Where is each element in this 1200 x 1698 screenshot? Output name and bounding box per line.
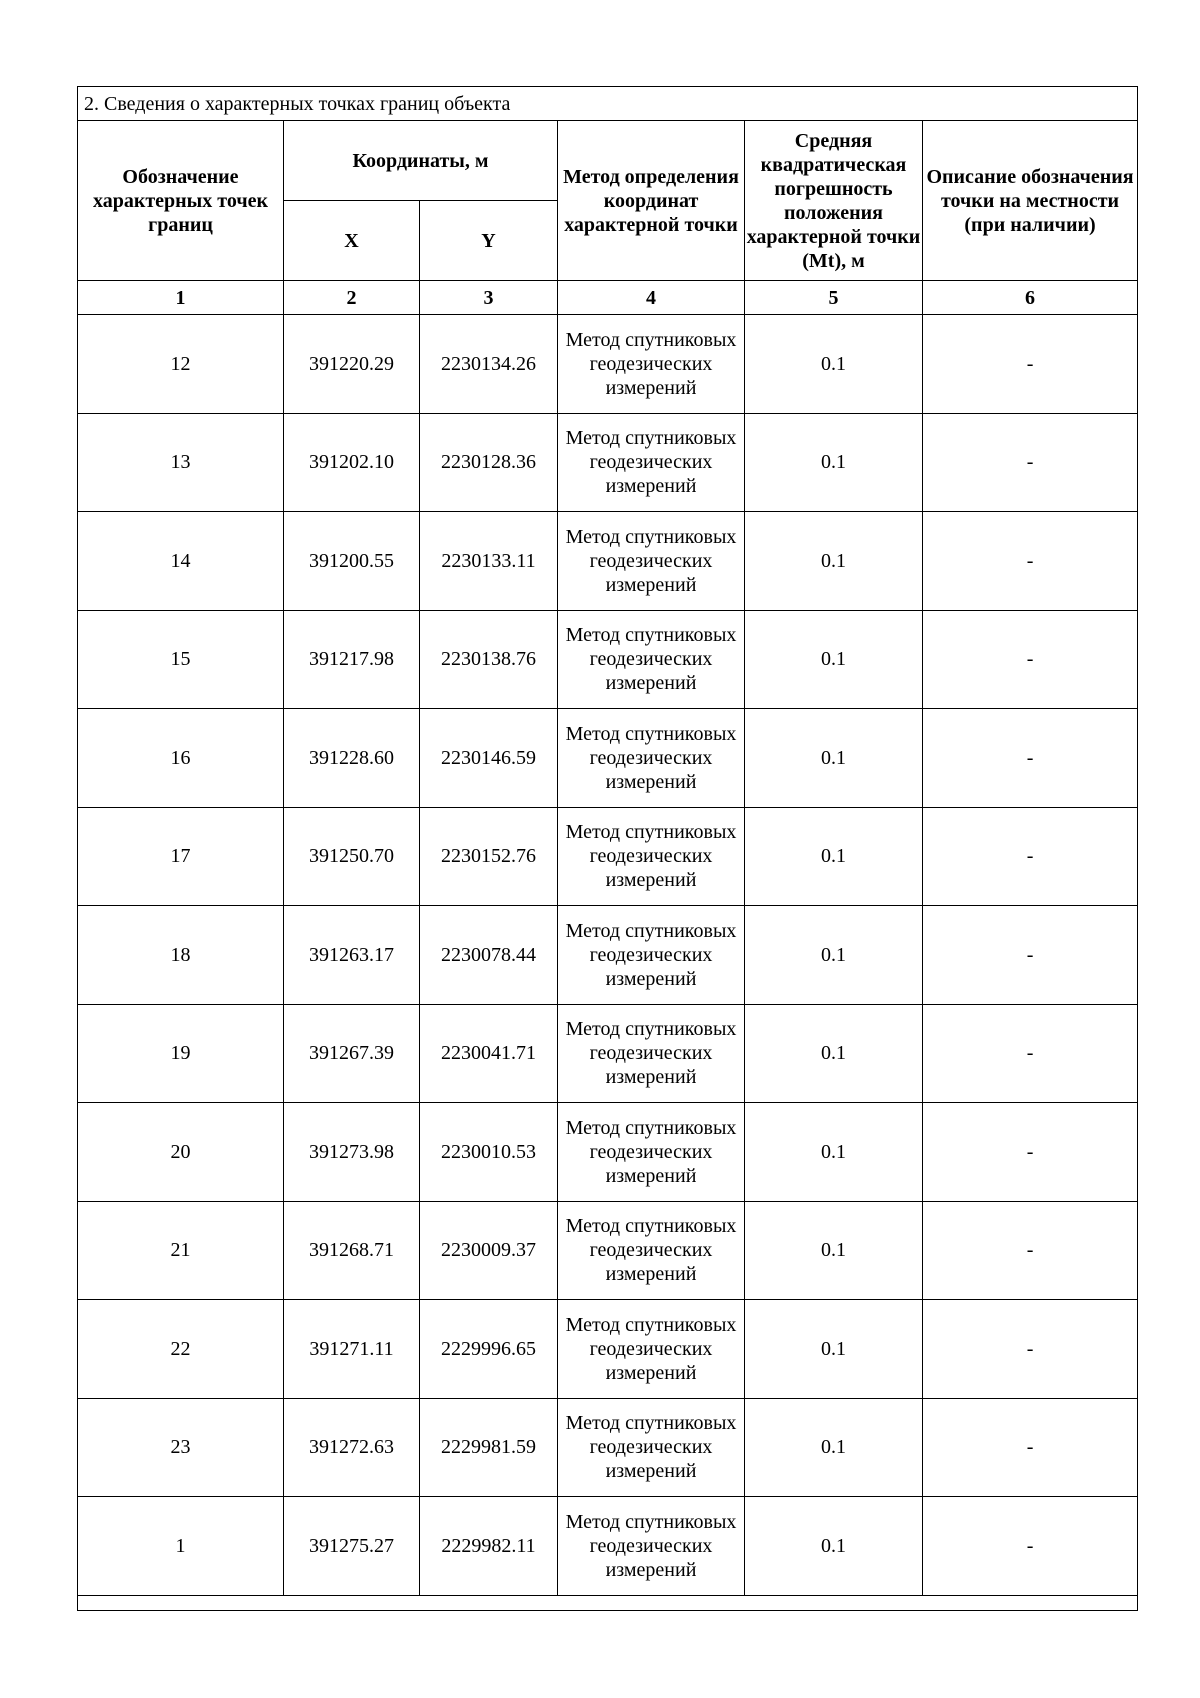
y-coordinate-cell: 2230078.44 [420, 906, 558, 1005]
table-row [78, 315, 1138, 414]
y-coordinate-cell: 2230146.59 [420, 709, 558, 808]
header-error: Средняя квадратическая погрешность положения характерной точки (Mt), м [745, 121, 923, 281]
description-cell: - [923, 1300, 1138, 1399]
table-row [78, 906, 1138, 1005]
header-designation: Обозначение характерных точек границ [78, 121, 284, 281]
x-coordinate-cell: 391202.10 [284, 413, 420, 512]
description-cell: - [923, 709, 1138, 808]
section-title: 2. Сведения о характерных точках границ объекта [78, 87, 1138, 121]
y-coordinate-cell: 2230134.26 [420, 315, 558, 414]
description-cell: - [923, 413, 1138, 512]
description-cell: - [923, 610, 1138, 709]
description-cell: - [923, 512, 1138, 611]
x-coordinate-cell: 391228.60 [284, 709, 420, 808]
table-row [78, 1497, 1138, 1596]
x-coordinate-cell: 391267.39 [284, 1004, 420, 1103]
error-cell: 0.1 [745, 610, 923, 709]
method-cell [558, 906, 745, 1005]
table-row [78, 1103, 1138, 1202]
y-coordinate-cell: 2229981.59 [420, 1398, 558, 1497]
error-cell: 0.1 [745, 807, 923, 906]
point-designation-cell: 22 [78, 1300, 284, 1399]
point-designation-cell: 23 [78, 1398, 284, 1497]
x-coordinate-cell: 391250.70 [284, 807, 420, 906]
method-cell [558, 1201, 745, 1300]
column-number: 1 [78, 281, 284, 315]
method-text: Метод спутниковых геодезических измерений [565, 1412, 737, 1483]
table-row [78, 1004, 1138, 1103]
method-cell [558, 1300, 745, 1399]
error-cell: 0.1 [745, 1300, 923, 1399]
error-cell: 0.1 [745, 413, 923, 512]
point-designation-cell: 20 [78, 1103, 284, 1202]
x-coordinate-cell: 391200.55 [284, 512, 420, 611]
x-coordinate-cell: 391273.98 [284, 1103, 420, 1202]
y-coordinate-cell: 2230009.37 [420, 1201, 558, 1300]
point-designation-cell: 13 [78, 413, 284, 512]
header-y: Y [420, 201, 558, 281]
x-coordinate-cell: 391275.27 [284, 1497, 420, 1596]
boundary-points-table [77, 86, 1138, 1611]
point-designation-cell: 17 [78, 807, 284, 906]
point-designation-cell: 16 [78, 709, 284, 808]
column-number: 3 [420, 281, 558, 315]
column-number: 2 [284, 281, 420, 315]
x-coordinate-cell: 391268.71 [284, 1201, 420, 1300]
x-coordinate-cell: 391217.98 [284, 610, 420, 709]
method-text: Метод спутниковых геодезических измерений [565, 1215, 737, 1286]
method-text: Метод спутниковых геодезических измерений [565, 821, 737, 892]
method-text: Метод спутниковых геодезических измерений [565, 722, 737, 793]
point-designation-cell: 21 [78, 1201, 284, 1300]
method-cell [558, 709, 745, 808]
column-number: 5 [745, 281, 923, 315]
method-text: Метод спутниковых геодезических измерений [565, 525, 737, 596]
error-cell: 0.1 [745, 709, 923, 808]
error-cell: 0.1 [745, 512, 923, 611]
description-cell: - [923, 1103, 1138, 1202]
description-cell: - [923, 807, 1138, 906]
table-footer-row [78, 1595, 1138, 1610]
error-cell: 0.1 [745, 1497, 923, 1596]
error-cell: 0.1 [745, 1004, 923, 1103]
method-text: Метод спутниковых геодезических измерений [565, 919, 737, 990]
point-designation-cell: 12 [78, 315, 284, 414]
table-row [78, 1300, 1138, 1399]
y-coordinate-cell: 2229996.65 [420, 1300, 558, 1399]
header-x: X [284, 201, 420, 281]
table-row [78, 610, 1138, 709]
error-cell: 0.1 [745, 1103, 923, 1202]
table-row [78, 1398, 1138, 1497]
description-cell: - [923, 315, 1138, 414]
description-cell: - [923, 1497, 1138, 1596]
header-description: Описание обозначения точки на местности (при наличии) [923, 121, 1138, 281]
description-cell: - [923, 906, 1138, 1005]
method-cell [558, 807, 745, 906]
point-designation-cell: 1 [78, 1497, 284, 1596]
y-coordinate-cell: 2230010.53 [420, 1103, 558, 1202]
method-cell [558, 1497, 745, 1596]
y-coordinate-cell: 2230041.71 [420, 1004, 558, 1103]
column-numbers-row [78, 281, 1138, 315]
point-designation-cell: 14 [78, 512, 284, 611]
method-cell [558, 315, 745, 414]
x-coordinate-cell: 391272.63 [284, 1398, 420, 1497]
x-coordinate-cell: 391263.17 [284, 906, 420, 1005]
description-cell: - [923, 1398, 1138, 1497]
error-cell: 0.1 [745, 315, 923, 414]
section-title-row [78, 87, 1138, 121]
method-cell [558, 1398, 745, 1497]
description-cell: - [923, 1004, 1138, 1103]
table-row [78, 807, 1138, 906]
y-coordinate-cell: 2230152.76 [420, 807, 558, 906]
table-row [78, 512, 1138, 611]
table-row [78, 413, 1138, 512]
method-text: Метод спутниковых геодезических измерений [565, 1510, 737, 1581]
method-cell [558, 413, 745, 512]
header-coordinates: Координаты, м [284, 121, 558, 201]
point-designation-cell: 18 [78, 906, 284, 1005]
x-coordinate-cell: 391220.29 [284, 315, 420, 414]
method-text: Метод спутниковых геодезических измерений [565, 427, 737, 498]
header-row-1 [78, 121, 1138, 201]
error-cell: 0.1 [745, 1398, 923, 1497]
method-text: Метод спутниковых геодезических измерений [565, 624, 737, 695]
x-coordinate-cell: 391271.11 [284, 1300, 420, 1399]
method-text: Метод спутниковых геодезических измерений [565, 1313, 737, 1384]
y-coordinate-cell: 2230128.36 [420, 413, 558, 512]
column-number: 4 [558, 281, 745, 315]
method-cell [558, 1004, 745, 1103]
column-number: 6 [923, 281, 1138, 315]
table-row [78, 1201, 1138, 1300]
table-footer-cell [78, 1595, 1138, 1610]
header-method: Метод определения координат характерной точки [558, 121, 745, 281]
description-cell: - [923, 1201, 1138, 1300]
table-row [78, 709, 1138, 808]
method-text: Метод спутниковых геодезических измерений [565, 1018, 737, 1089]
method-cell [558, 512, 745, 611]
y-coordinate-cell: 2229982.11 [420, 1497, 558, 1596]
y-coordinate-cell: 2230138.76 [420, 610, 558, 709]
error-cell: 0.1 [745, 906, 923, 1005]
method-text: Метод спутниковых геодезических измерений [565, 328, 737, 399]
method-cell [558, 1103, 745, 1202]
point-designation-cell: 15 [78, 610, 284, 709]
y-coordinate-cell: 2230133.11 [420, 512, 558, 611]
point-designation-cell: 19 [78, 1004, 284, 1103]
method-text: Метод спутниковых геодезических измерений [565, 1116, 737, 1187]
error-cell: 0.1 [745, 1201, 923, 1300]
method-cell [558, 610, 745, 709]
